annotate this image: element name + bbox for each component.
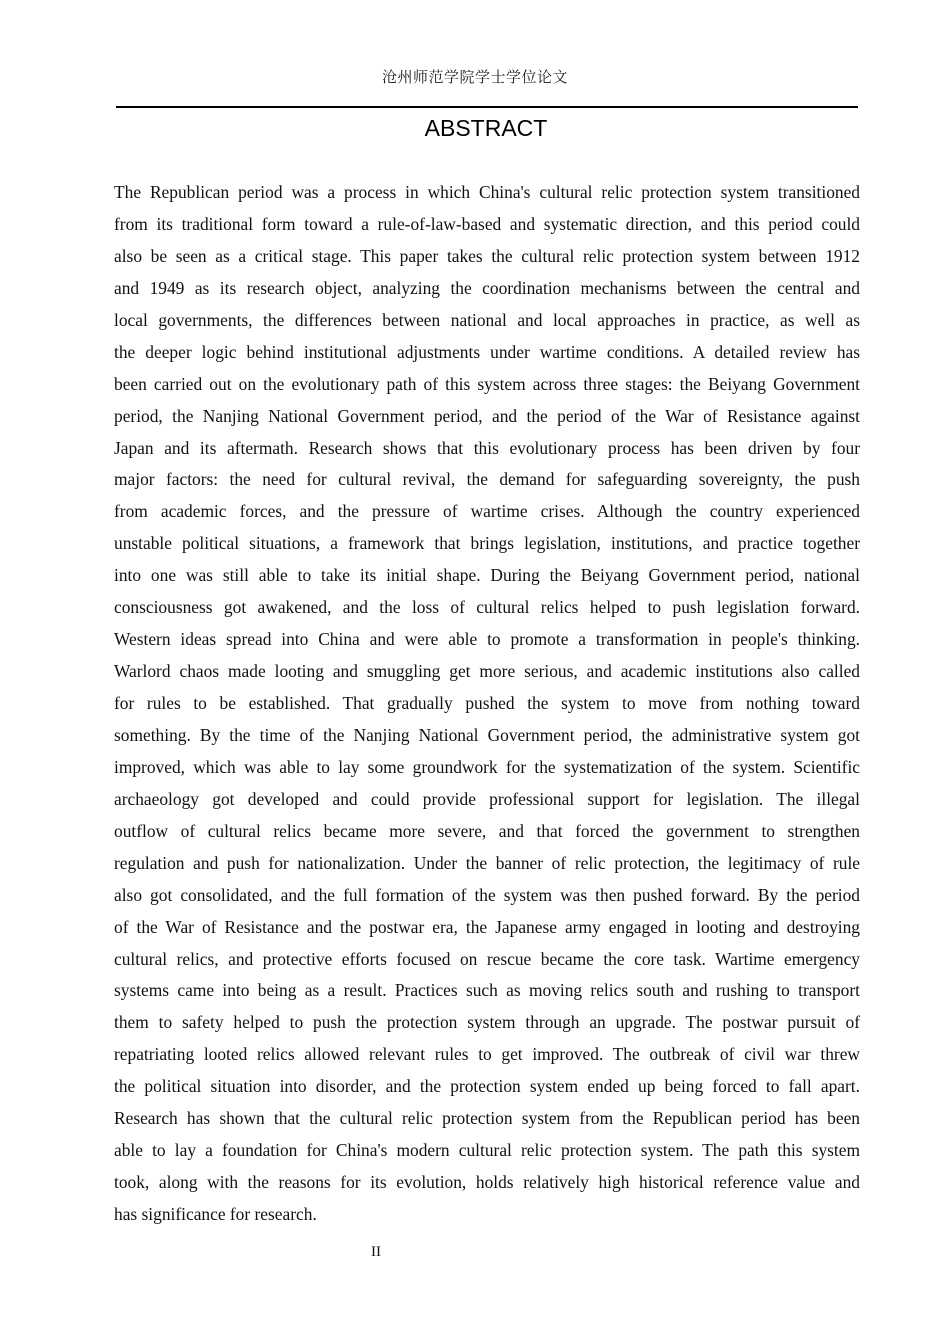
abstract-line: from its traditional form toward a rule-of-law-based and systematic direction, and this period could <box>114 213 860 234</box>
abstract-line: the political situation into disorder, and the protection system ended up being forced to fall apart. <box>114 1076 860 1097</box>
abstract-line: able to lay a foundation for China's modern cultural relic protection system. The path this system <box>114 1140 860 1161</box>
abstract-line: Japan and its aftermath. Research shows that this evolutionary process has been driven by four <box>114 437 860 458</box>
abstract-line: from academic forces, and the pressure of wartime crises. Although the country experienced <box>114 501 860 522</box>
abstract-line: for rules to be established. That gradually pushed the system to move from nothing toward <box>114 693 860 713</box>
abstract-line: major factors: the need for cultural revival, the demand for safeguarding sovereignty, the push <box>114 469 860 490</box>
abstract-line: cultural relics, and protective efforts focused on rescue became the core task. Wartime emergency <box>114 948 860 969</box>
abstract-line: into one was still able to take its initial shape. During the Beiyang Government period, national <box>114 565 860 586</box>
running-header: 沧州师范学院学士学位论文 <box>381 68 568 86</box>
abstract-line: and 1949 as its research object, analyzing the coordination mechanisms between the central and <box>114 277 860 298</box>
abstract-line: Western ideas spread into China and were able to promote a transformation in people's thinking. <box>114 629 860 650</box>
abstract-line: something. By the time of the Nanjing National Government period, the administrative system got <box>114 724 860 745</box>
abstract-line: Research has shown that the cultural relic protection system from the Republican period has been <box>114 1108 860 1129</box>
page-number: II <box>371 1244 381 1260</box>
abstract-line: consciousness got awakened, and the loss of cultural relics helped to push legislation forward. <box>114 597 860 618</box>
abstract-line: also be seen as a critical stage. This paper takes the cultural relic protection system between 1912 <box>114 245 860 266</box>
abstract-body <box>114 177 860 1231</box>
abstract-line: local governments, the differences between national and local approaches in practice, as well as <box>114 309 860 330</box>
abstract-line: regulation and push for nationalization. Under the banner of relic protection, the legitimacy of rule <box>114 852 860 873</box>
abstract-line: took, along with the reasons for its evolution, holds relatively high historical reference value and <box>114 1172 860 1193</box>
abstract-line: has significance for research. <box>114 1204 317 1224</box>
header-rule <box>116 106 858 108</box>
abstract-line: systems came into being as a result. Practices such as moving relics south and rushing to transport <box>114 980 860 1001</box>
abstract-line: period, the Nanjing National Government period, and the period of the War of Resistance against <box>114 405 860 426</box>
abstract-line: improved, which was able to lay some groundwork for the systematization of the system. Scientific <box>114 756 860 777</box>
abstract-line: unstable political situations, a framework that brings legislation, institutions, and practice together <box>114 533 860 554</box>
abstract-line: outflow of cultural relics became more severe, and that forced the government to strengthen <box>114 820 860 841</box>
abstract-title: ABSTRACT <box>424 115 548 141</box>
abstract-line: them to safety helped to push the protection system through an upgrade. The postwar pursuit of <box>114 1012 860 1033</box>
abstract-line: also got consolidated, and the full formation of the system was then pushed forward. By the period <box>114 884 860 905</box>
abstract-line: the deeper logic behind institutional adjustments under wartime conditions. A detailed review has <box>114 341 860 362</box>
abstract-line: archaeology got developed and could provide professional support for legislation. The illegal <box>114 788 860 809</box>
abstract-line: Warlord chaos made looting and smuggling get more serious, and academic institutions also called <box>114 661 860 682</box>
abstract-line: been carried out on the evolutionary path of this system across three stages: the Beiyang Government <box>114 373 860 394</box>
abstract-line: repatriating looted relics allowed relevant rules to get improved. The outbreak of civil war threw <box>114 1044 860 1065</box>
abstract-line: The Republican period was a process in which China's cultural relic protection system transitioned <box>114 182 860 202</box>
abstract-line: of the War of Resistance and the postwar era, the Japanese army engaged in looting and destroying <box>114 916 860 937</box>
